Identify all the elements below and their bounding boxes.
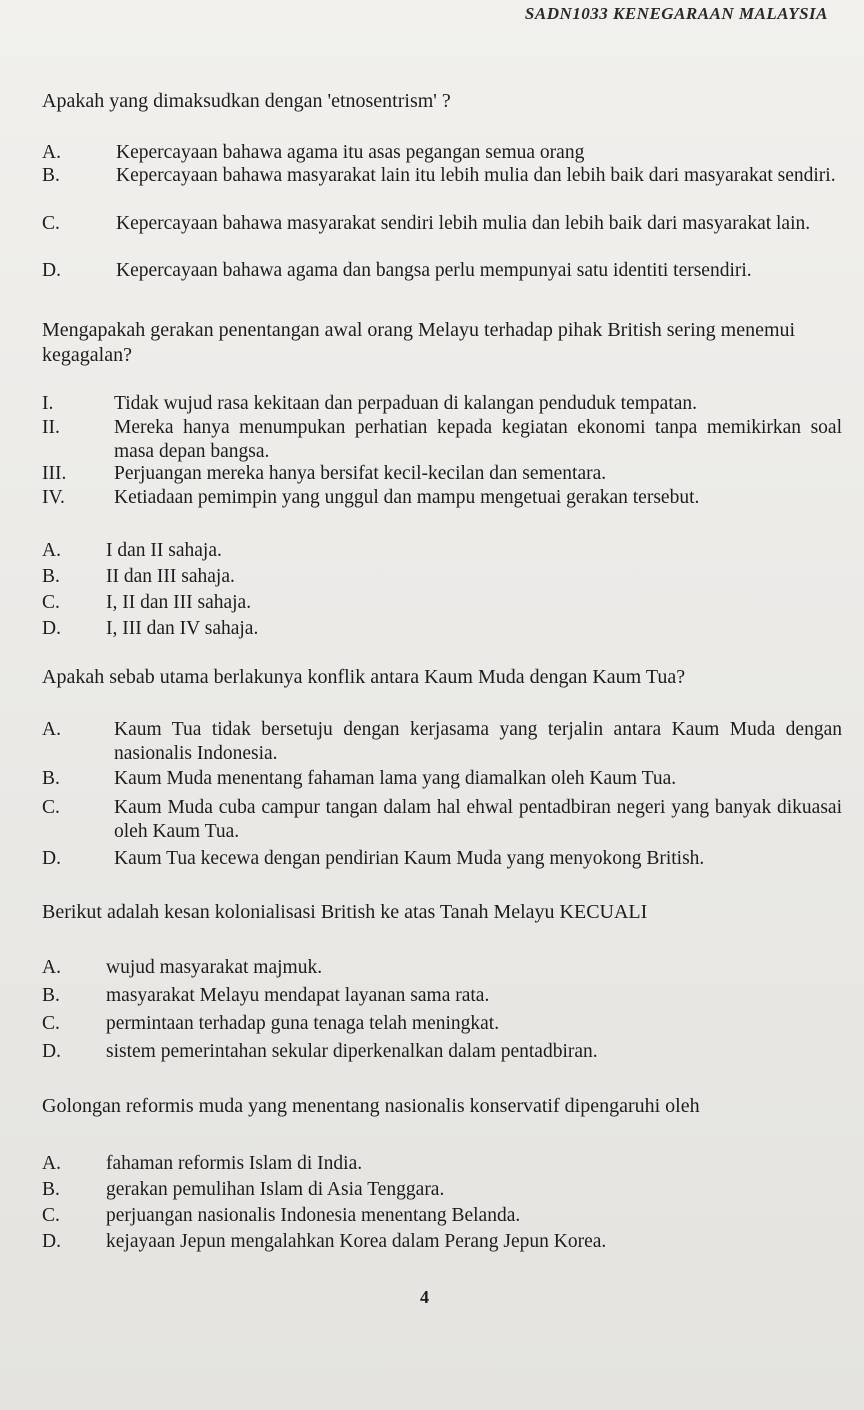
option-letter: C. xyxy=(42,1205,60,1226)
q4-stem: Berikut adalah kesan kolonialisasi British ke atas Tanah Melayu KECUALI xyxy=(42,901,648,923)
q2-statement-1 xyxy=(42,392,842,416)
option-text: II dan III sahaja. xyxy=(106,566,235,587)
option-letter: A. xyxy=(42,957,61,978)
option-letter: D. xyxy=(42,260,61,281)
option-text: Kaum Tua tidak bersetuju dengan kerjasama yang terjalin antara Kaum Muda dengan nasionalis Indonesia. xyxy=(114,719,842,764)
statement-numeral: I. xyxy=(42,393,54,414)
q1-stem: Apakah yang dimaksudkan dengan 'etnosentrism' ? xyxy=(42,90,451,112)
q2-statement-2 xyxy=(42,416,842,464)
option-letter: D. xyxy=(42,618,61,639)
q1-option-c xyxy=(42,212,842,236)
option-text: Kaum Muda menentang fahaman lama yang diamalkan oleh Kaum Tua. xyxy=(114,768,677,789)
option-letter: C. xyxy=(42,1013,60,1034)
option-letter: A. xyxy=(42,142,61,163)
q5-option-d xyxy=(42,1230,842,1254)
q2-stem: Mengapakah gerakan penentangan awal orang Melayu terhadap pihak British sering menemui kegagalan? xyxy=(42,319,796,366)
q3-option-c xyxy=(42,796,842,844)
q3-stem: Apakah sebab utama berlakunya konflik antara Kaum Muda dengan Kaum Tua? xyxy=(42,666,686,688)
option-letter: B. xyxy=(42,566,60,587)
statement-numeral: II. xyxy=(42,417,60,438)
option-letter: B. xyxy=(42,768,60,789)
option-letter: C. xyxy=(42,213,60,234)
q2-option-b xyxy=(42,565,842,589)
q5-option-b xyxy=(42,1178,842,1202)
q5-option-a xyxy=(42,1152,842,1176)
statement-text: Mereka hanya menumpukan perhatian kepada kegiatan ekonomi tanpa memikirkan soal masa depan bangsa. xyxy=(114,417,842,462)
q3-option-d xyxy=(42,847,842,871)
option-letter: D. xyxy=(42,1231,61,1252)
q5-stem: Golongan reformis muda yang menentang nasionalis konservatif dipengaruhi oleh xyxy=(42,1095,700,1117)
option-letter: C. xyxy=(42,592,60,613)
q1-option-b xyxy=(42,164,842,188)
option-letter: B. xyxy=(42,165,60,186)
option-text: I, III dan IV sahaja. xyxy=(106,618,259,639)
option-letter: C. xyxy=(42,797,60,818)
q1-option-d xyxy=(42,259,842,283)
q2-option-d xyxy=(42,617,842,641)
statement-text: Tidak wujud rasa kekitaan dan perpaduan di kalangan penduduk tempatan. xyxy=(114,393,698,414)
page-number: 4 xyxy=(420,1287,429,1307)
option-text: I dan II sahaja. xyxy=(106,540,222,561)
option-text: permintaan terhadap guna tenaga telah meningkat. xyxy=(106,1013,500,1034)
option-text: Kaum Tua kecewa dengan pendirian Kaum Muda yang menyokong British. xyxy=(114,848,705,869)
option-text: Kaum Muda cuba campur tangan dalam hal ehwal pentadbiran negeri yang banyak dikuasai oleh Kaum Tua. xyxy=(114,797,842,842)
option-text: Kepercayaan bahawa agama dan bangsa perlu mempunyai satu identiti tersendiri. xyxy=(116,260,752,281)
option-letter: B. xyxy=(42,1179,60,1200)
statement-text: Perjuangan mereka hanya bersifat kecil-kecilan dan sementara. xyxy=(114,463,607,484)
option-text: wujud masyarakat majmuk. xyxy=(106,957,323,978)
option-text: Kepercayaan bahawa agama itu asas pegangan semua orang xyxy=(116,142,585,163)
q2-option-c xyxy=(42,591,842,615)
q2-option-a xyxy=(42,539,842,563)
statement-numeral: IV. xyxy=(42,487,65,508)
statement-numeral: III. xyxy=(42,463,67,484)
option-letter: A. xyxy=(42,719,61,740)
option-text: perjuangan nasionalis Indonesia menentang Belanda. xyxy=(106,1205,521,1226)
option-letter: B. xyxy=(42,985,60,1006)
option-text: masyarakat Melayu mendapat layanan sama rata. xyxy=(106,985,490,1006)
q2-statement-3 xyxy=(42,462,842,486)
q2-statement-4 xyxy=(42,486,842,510)
option-text: Kepercayaan bahawa masyarakat sendiri lebih mulia dan lebih baik dari masyarakat lain. xyxy=(116,213,811,234)
option-letter: D. xyxy=(42,1041,61,1062)
q5-option-c xyxy=(42,1204,842,1228)
page-header: SADN1033 KENEGARAAN MALAYSIA xyxy=(524,4,828,23)
q4-option-b xyxy=(42,984,842,1008)
q3-option-b xyxy=(42,767,842,791)
q1-option-a xyxy=(42,141,842,165)
q4-option-c xyxy=(42,1012,842,1036)
q4-option-d xyxy=(42,1040,842,1064)
option-letter: A. xyxy=(42,1153,61,1174)
option-text: gerakan pemulihan Islam di Asia Tenggara. xyxy=(106,1179,445,1200)
option-letter: D. xyxy=(42,848,61,869)
statement-text: Ketiadaan pemimpin yang unggul dan mampu mengetuai gerakan tersebut. xyxy=(114,487,700,508)
option-text: sistem pemerintahan sekular diperkenalkan dalam pentadbiran. xyxy=(106,1041,598,1062)
q3-option-a xyxy=(42,718,842,766)
option-text: fahaman reformis Islam di India. xyxy=(106,1153,363,1174)
option-letter: A. xyxy=(42,540,61,561)
q4-option-a xyxy=(42,956,842,980)
option-text: kejayaan Jepun mengalahkan Korea dalam Perang Jepun Korea. xyxy=(106,1231,607,1252)
option-text: I, II dan III sahaja. xyxy=(106,592,252,613)
option-text: Kepercayaan bahawa masyarakat lain itu lebih mulia dan lebih baik dari masyarakat sendiri. xyxy=(116,165,836,186)
